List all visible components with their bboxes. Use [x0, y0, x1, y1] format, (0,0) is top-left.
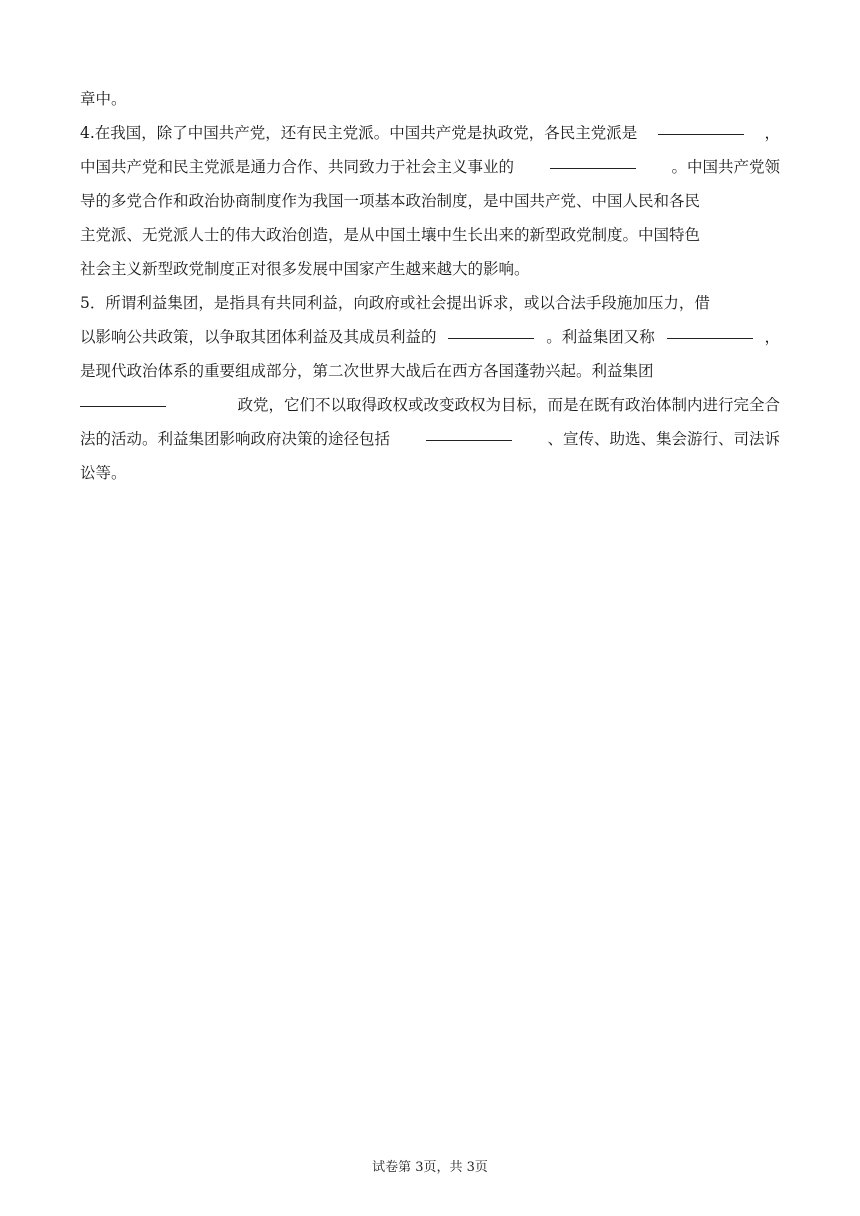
text-line: [80, 82, 780, 116]
text-segment: 导的多党合作和政治协商制度作为我国一项基本政治制度，是中国共产党、中国人民和各民: [80, 192, 701, 210]
fill-blank: [658, 116, 744, 135]
text-segment: 。利益集团又称: [546, 328, 655, 346]
text-segment: 是现代政治体系的重要组成部分，第二次世界大战后在西方各国蓬勃兴起。利益集团: [80, 362, 654, 380]
text-line: [80, 354, 780, 388]
text-segment: 章中。: [80, 90, 127, 108]
text-line: [80, 150, 780, 184]
text-segment: 中国共产党和民主党派是通力合作、共同致力于社会主义事业的: [80, 158, 515, 176]
text-segment: ，: [764, 328, 780, 346]
document-body: [80, 82, 780, 490]
text-line: [80, 218, 780, 252]
text-line: [80, 320, 780, 354]
fill-blank: [448, 320, 534, 339]
text-segment: 讼等。: [80, 464, 127, 482]
text-line: [80, 184, 780, 218]
fill-blank: [426, 422, 512, 441]
text-segment: 。中国共产党领: [671, 158, 780, 176]
text-segment: 以影响公共政策，以争取其团体利益及其成员利益的: [80, 328, 437, 346]
fill-blank: [80, 388, 166, 407]
text-line: [80, 422, 780, 456]
text-line: [80, 252, 780, 286]
text-segment: 法的活动。利益集团影响政府决策的途径包括: [80, 430, 391, 448]
page-footer: [0, 1156, 860, 1175]
question-4-line: [80, 116, 780, 150]
text-segment: 5．所谓利益集团，是指具有共同利益，向政府或社会提出诉求，或以合法手段施加压力，借: [80, 294, 710, 312]
text-segment: 主党派、无党派人士的伟大政治创造，是从中国土壤中生长出来的新型政党制度。中国特色: [80, 226, 701, 244]
fill-blank: [667, 320, 753, 339]
text-line: [80, 456, 780, 490]
text-segment: ，: [764, 124, 780, 142]
question-5-line: [80, 286, 780, 320]
text-segment: 社会主义新型政党制度正对很多发展中国家产生越来越大的影响。: [80, 260, 530, 278]
page-number: 试卷第 3页，共 3页: [372, 1160, 488, 1175]
text-segment: 4.在我国，除了中国共产党，还有民主党派。中国共产党是执政党，各民主党派是: [80, 124, 638, 142]
text-line: [80, 388, 780, 422]
text-segment: 、宣传、助选、集会游行、司法诉: [547, 430, 780, 448]
text-segment: 政党，它们不以取得政权或改变政权为目标，而是在既有政治体制内进行完全合: [237, 396, 780, 414]
fill-blank: [550, 150, 636, 169]
